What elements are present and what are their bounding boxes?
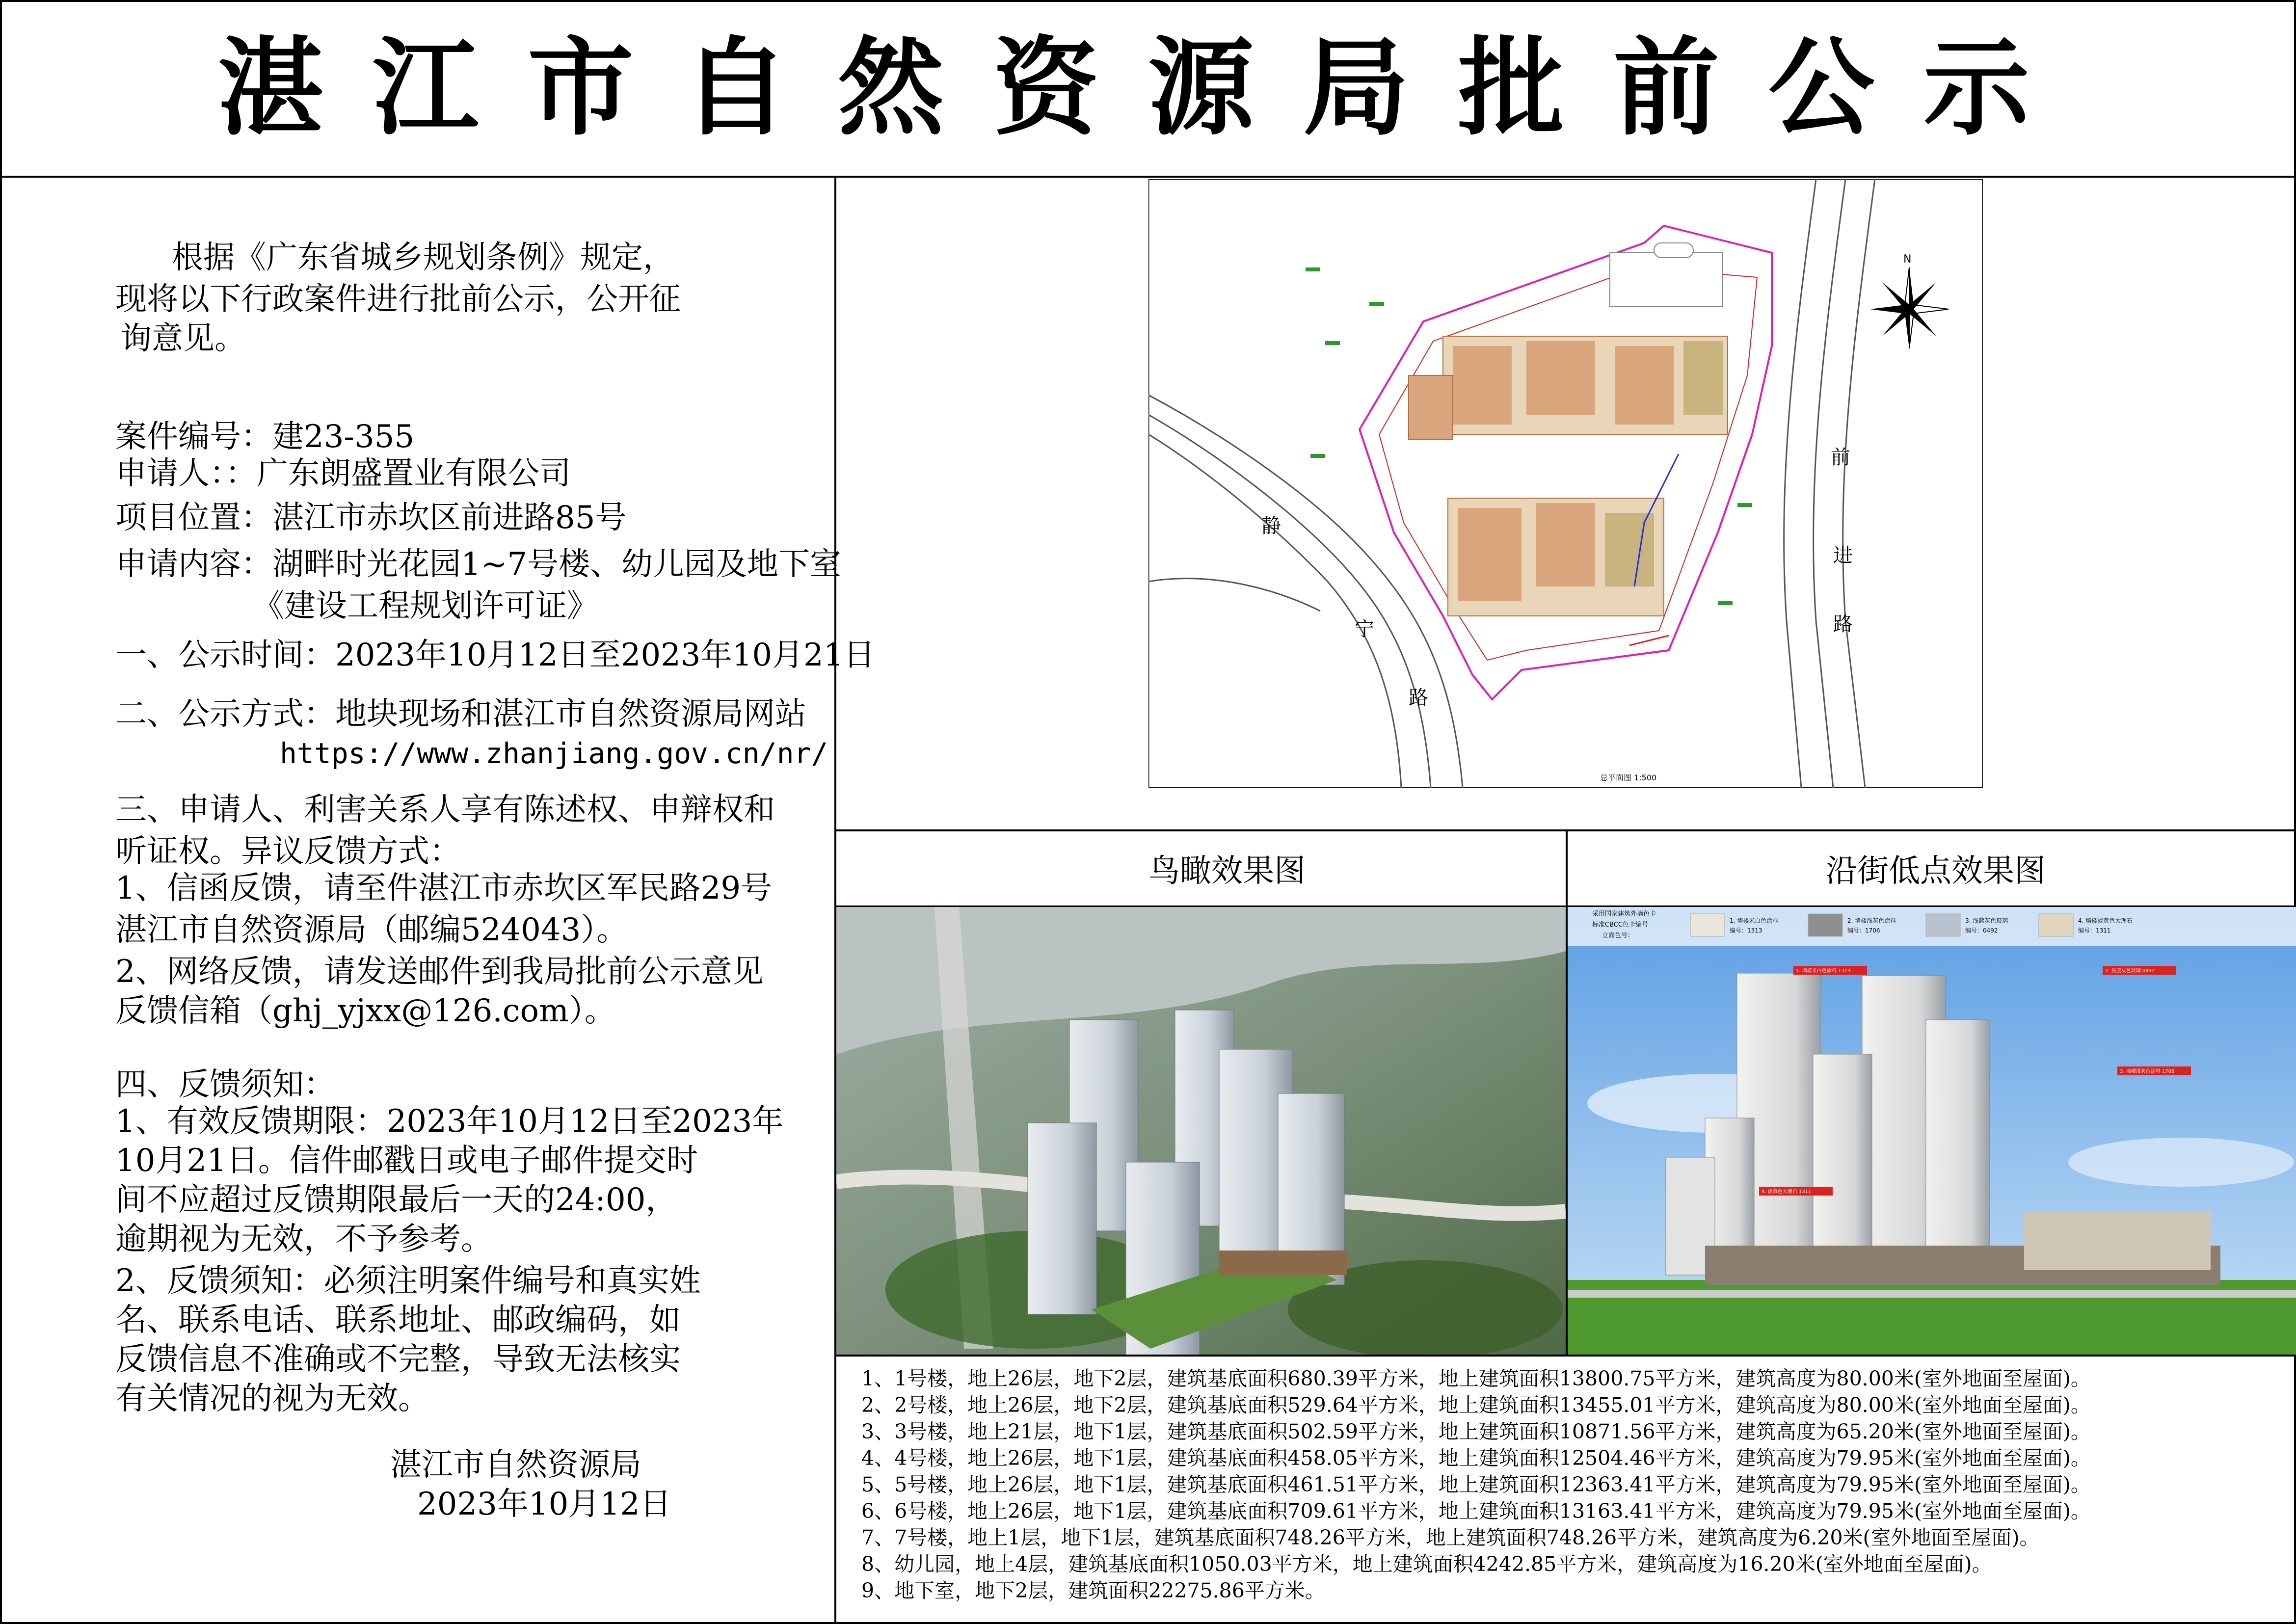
case-content-permit: 《建设工程规划许可证》 — [253, 588, 598, 624]
outer-border-left — [0, 0, 2, 1624]
notice-mail: 1、信函反馈，请至件湛江市赤坎区军民路29号 — [115, 870, 773, 906]
scale-label: 总平面图 1:500 — [1600, 773, 1657, 782]
notice-mail-cont: 湛江市自然资源局（邮编524043）。 — [115, 912, 628, 948]
aerial-heading: 鸟瞰效果图 — [1148, 853, 1306, 889]
signature-org: 湛江市自然资源局 — [390, 1447, 641, 1483]
svg-text:1. 墙楼米白色涂料: 1. 墙楼米白色涂料 — [1730, 917, 1779, 924]
color-swatch — [1926, 914, 1960, 936]
svg-text:编号：1313: 编号：1313 — [1730, 927, 1762, 934]
detail-row: 8、幼儿园，地上4层，建筑基底面积1050.03平方米，地上建筑面积4242.85平方米，建筑高度为16.20米(室外地面至屋面)。 — [861, 1552, 1992, 1576]
street-rendering-image — [1568, 907, 2296, 1355]
intro-line: 根据《广东省城乡规划条例》规定， — [172, 240, 674, 276]
case-content: 申请内容：湖畔时光花园1~7号楼、幼儿园及地下室 — [115, 546, 842, 583]
intro-line: 询意见。 — [120, 320, 246, 357]
outer-border-bottom — [0, 1622, 2296, 1624]
facade-legend — [1568, 907, 2296, 946]
svg-text:2. 墙楼浅灰色涂料: 2. 墙楼浅灰色涂料 — [1847, 917, 1896, 924]
svg-text:3. 浅蓝灰色玻璃: 3. 浅蓝灰色玻璃 — [1965, 917, 2008, 924]
road-label: 进 — [1833, 544, 1853, 567]
street-heading: 沿街低点效果图 — [1826, 853, 2046, 889]
site-plan-divider — [834, 829, 2296, 831]
case-applicant: 申请人：：广东朗盛置业有限公司 — [115, 455, 571, 492]
upper-buildings — [1409, 336, 1728, 439]
svg-text:4. 淡黄色大理石 1311: 4. 淡黄色大理石 1311 — [1762, 1189, 1812, 1195]
notice-time: 一、公示时间：2023年10月12日至2023年10月21日 — [115, 637, 875, 673]
feedback-line: 1、有效反馈期限：2023年10月12日至2023年 — [115, 1103, 784, 1140]
feedback-line: 2、反馈须知：必须注明案件编号和真实姓 — [115, 1263, 701, 1299]
detail-row: 6、6号楼，地上26层，地下1层，建筑基底面积709.61平方米，地上建筑面积13163.41平方米，建筑高度为79.95米(室外地面至屋面)。 — [861, 1499, 2091, 1523]
site-plan-drawing — [1148, 179, 1983, 788]
feedback-line: 反馈信息不准确或不完整，导致无法核实 — [115, 1341, 681, 1378]
notice-email-cont: 反馈信箱（ghj_yjxx@126.com）。 — [115, 993, 616, 1029]
svg-text:2. 浅蓝灰色玻璃 0492: 2. 浅蓝灰色玻璃 0492 — [2105, 968, 2155, 974]
color-swatch — [1690, 914, 1725, 936]
notice-method: 二、公示方式：地块现场和湛江市自然资源局网站 — [115, 696, 806, 732]
detail-row: 2、2号楼，地上26层，地下2层，建筑基底面积529.64平方米，地上建筑面积13455.01平方米，建筑高度为80.00米(室外地面至屋面)。 — [861, 1393, 2091, 1417]
svg-text:编号：1311: 编号：1311 — [2078, 927, 2111, 934]
detail-row: 4、4号楼，地上26层，地下1层，建筑基底面积458.05平方米，地上建筑面积12504.46平方米，建筑高度为79.95米(室外地面至屋面)。 — [861, 1446, 2091, 1470]
color-swatch — [2039, 914, 2073, 936]
title-divider — [0, 176, 2296, 178]
north-arrow-icon — [1865, 250, 1953, 363]
case-number: 案件编号：建23-355 — [115, 419, 415, 455]
feedback-heading: 四、反馈须知： — [115, 1066, 335, 1103]
lower-buildings — [1448, 498, 1664, 616]
aerial-rendering-image — [836, 907, 1566, 1355]
road-label: 宁 — [1355, 618, 1374, 640]
feedback-line: 逾期视为无效，不予参考。 — [115, 1221, 492, 1257]
svg-text:N: N — [1903, 253, 1912, 266]
svg-text:立面色号：: 立面色号： — [1602, 932, 1634, 939]
feedback-line: 10月21日。信件邮戳日或电子邮件提交时 — [115, 1143, 698, 1179]
details-divider — [834, 1355, 2296, 1357]
svg-text:编号：1706: 编号：1706 — [1847, 927, 1880, 934]
notice-rights: 三、申请人、利害关系人享有陈述权、申辩权和 — [115, 792, 775, 828]
intro-line: 现将以下行政案件进行批前公示，公开征 — [115, 281, 681, 318]
color-swatch — [1808, 914, 1842, 936]
svg-text:3. 墙楼浅灰色涂料 1706: 3. 墙楼浅灰色涂料 1706 — [2120, 1069, 2175, 1074]
outer-border-right — [2294, 0, 2296, 1624]
detail-row: 7、7号楼，地上1层，地下1层，建筑基底面积748.26平方米，地上建筑面积748.26平方米，建筑高度为6.20米(室外地面至屋面)。 — [861, 1526, 2040, 1549]
signature-date: 2023年10月12日 — [417, 1486, 671, 1522]
feedback-line: 有关情况的视为无效。 — [115, 1381, 429, 1417]
feedback-line: 间不应超过反馈期限最后一天的24:00， — [115, 1182, 677, 1218]
road-label: 静 — [1261, 515, 1281, 537]
svg-text:1. 墙楼米白色涂料 1313: 1. 墙楼米白色涂料 1313 — [1796, 968, 1851, 974]
detail-row: 9、地下室，地下2层，建筑面积22275.86平方米。 — [861, 1579, 1325, 1602]
road-label: 路 — [1409, 687, 1428, 709]
svg-text:标准CBCC色卡编号: 标准CBCC色卡编号 — [1592, 921, 1648, 929]
detail-row: 3、3号楼，地上21层，地下1层，建筑基底面积502.59平方米，地上建筑面积10871.56平方米，建筑高度为65.20米(室外地面至屋面)。 — [861, 1420, 2091, 1443]
svg-text:4. 墙楼淡黄色大理石: 4. 墙楼淡黄色大理石 — [2078, 917, 2133, 924]
road-label: 前 — [1831, 446, 1850, 469]
outer-border-top — [0, 0, 2296, 2]
detail-row: 1、1号楼，地上26层，地下2层，建筑基底面积680.39平方米，地上建筑面积13800.75平方米，建筑高度为80.00米(室外地面至屋面)。 — [861, 1367, 2091, 1390]
left-column-divider — [834, 176, 836, 1624]
detail-row: 5、5号楼，地上26层，地下1层，建筑基底面积461.51平方米，地上建筑面积12363.41平方米，建筑高度为79.95米(室外地面至屋面)。 — [861, 1473, 2091, 1496]
notice-rights-cont: 听证权。异议反馈方式： — [115, 833, 461, 870]
case-location: 项目位置：湛江市赤坎区前进路85号 — [115, 500, 627, 536]
page-title: 湛江市自然资源局批前公示 — [217, 27, 2079, 150]
feedback-line: 名、联系电话、联系地址、邮政编码，如 — [115, 1302, 681, 1338]
svg-text:编号：0492: 编号：0492 — [1965, 927, 1998, 934]
svg-text:采用国家建筑外墙色卡: 采用国家建筑外墙色卡 — [1592, 910, 1656, 918]
notice-website[interactable]: https://www.zhanjiang.gov.cn/nr/ — [280, 737, 828, 770]
notice-email: 2、网络反馈，请发送邮件到我局批前公示意见 — [115, 954, 764, 990]
road-label: 路 — [1833, 613, 1853, 636]
